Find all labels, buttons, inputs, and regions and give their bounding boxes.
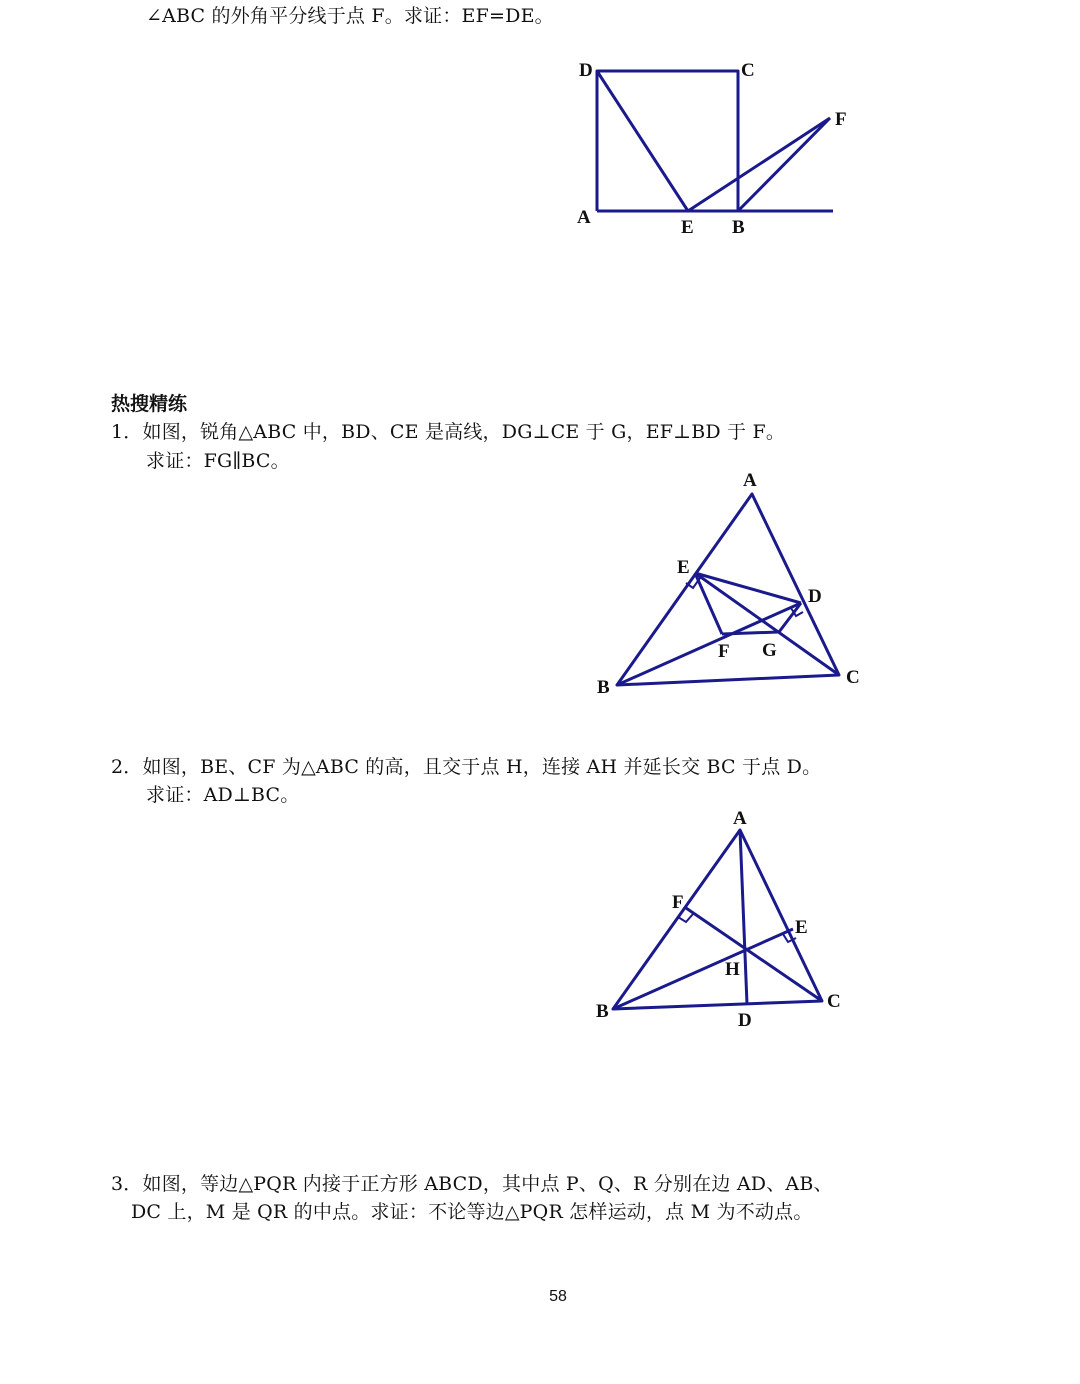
triangle-ABC — [613, 830, 822, 1009]
problem-2-line-2: 求证：AD⊥BC。 — [146, 784, 300, 806]
problem-1-line-1: 1．如图，锐角△ABC 中，BD、CE 是高线，DG⊥CE 于 G，EF⊥BD 于 F。 — [111, 421, 786, 443]
label-F: F — [672, 892, 684, 913]
square-outline — [597, 71, 738, 211]
segment-EF — [688, 118, 830, 211]
label-C: C — [846, 667, 860, 688]
label-F: F — [718, 641, 730, 662]
label-E: E — [677, 557, 690, 578]
page-number: 58 — [549, 1288, 567, 1305]
problem-2-line-1: 2．如图，BE、CF 为△ABC 的高，且交于点 H，连接 AH 并延长交 BC 于点 D。 — [111, 756, 822, 778]
segment-FG — [722, 632, 779, 634]
segment-DE — [597, 71, 688, 211]
figure-orthocenter — [590, 806, 860, 1036]
intro-text: ∠ABC 的外角平分线于点 F。求证：EF=DE。 — [146, 5, 554, 27]
label-D: D — [808, 586, 822, 607]
label-A: A — [577, 207, 591, 228]
label-B: B — [732, 217, 745, 238]
figure-square-bisector — [560, 50, 860, 250]
label-A: A — [743, 470, 757, 491]
label-G: G — [762, 640, 777, 661]
label-D: D — [579, 60, 593, 81]
label-C: C — [741, 60, 755, 81]
segment-BF — [738, 118, 830, 211]
label-D: D — [738, 1010, 752, 1031]
segment-AD — [740, 830, 747, 1004]
label-A: A — [733, 808, 747, 829]
problem-3-line-1: 3．如图，等边△PQR 内接于正方形 ABCD，其中点 P、Q、R 分别在边 AD、AB、 — [111, 1173, 833, 1195]
label-E: E — [795, 917, 808, 938]
label-H: H — [725, 959, 740, 980]
label-B: B — [596, 1001, 609, 1022]
figure-altitudes-fg — [590, 466, 870, 701]
segment-ED — [695, 573, 801, 603]
label-E: E — [681, 217, 694, 238]
label-F: F — [835, 109, 847, 130]
problem-1-line-2: 求证：FG∥BC。 — [146, 450, 290, 472]
problem-3-line-2: DC 上，M 是 QR 的中点。求证：不论等边△PQR 怎样运动，点 M 为不动点。 — [131, 1201, 813, 1223]
label-B: B — [597, 677, 610, 698]
label-C: C — [827, 991, 841, 1012]
section-title: 热搜精练 — [111, 393, 188, 415]
